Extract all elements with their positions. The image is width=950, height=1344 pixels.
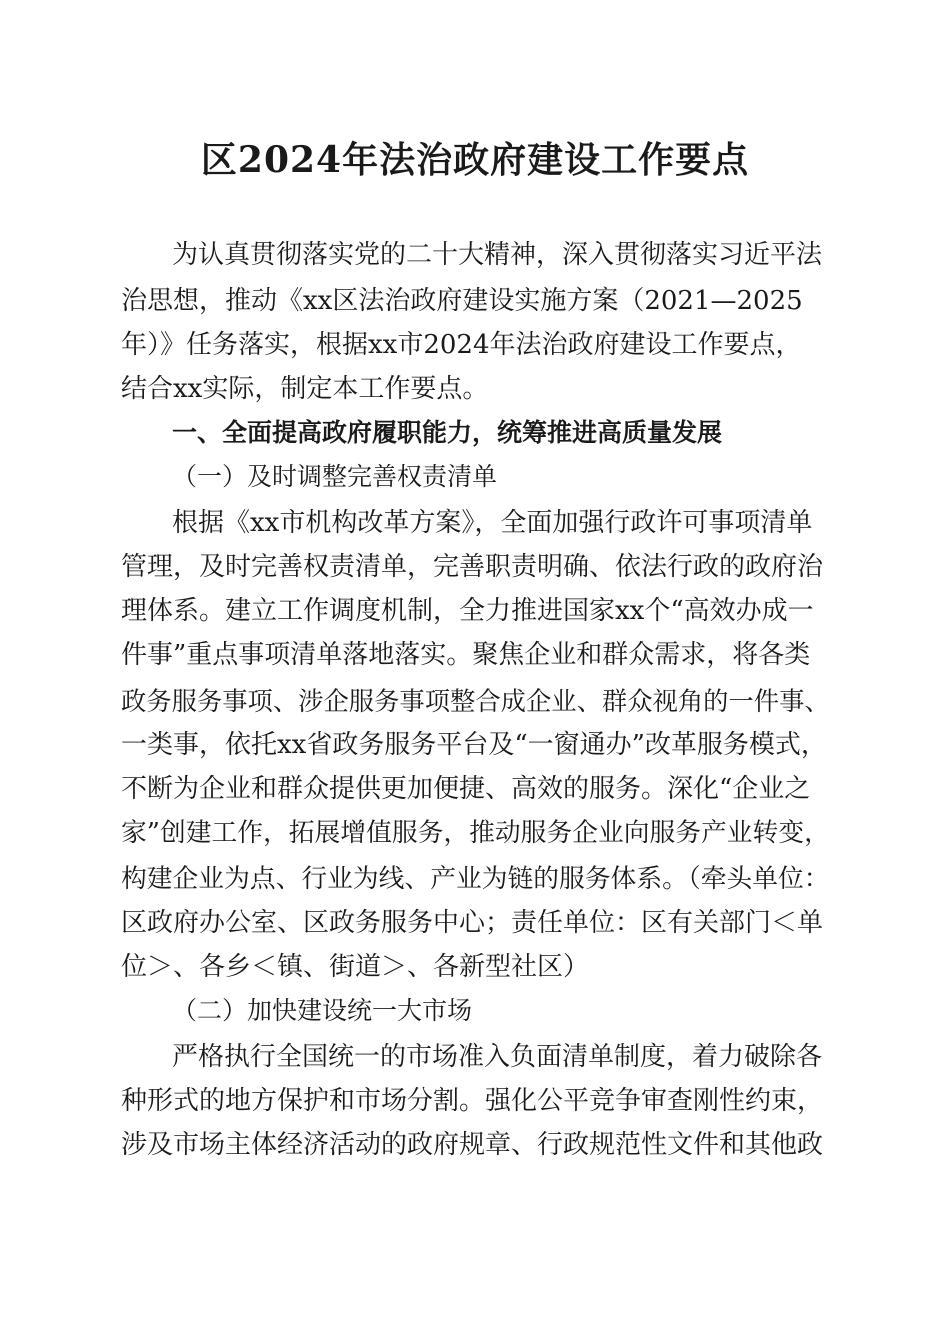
document-title: 区2024年法治政府建设工作要点 [200, 139, 750, 181]
paragraph-line: 严格执行全国统一的市场准入负面清单制度，着力破除各 [172, 1042, 823, 1072]
paragraph-line: 区政府办公室、区政务服务中心；责任单位：区有关部门＜单 [121, 908, 824, 938]
subsection-heading: （二）加快建设统一大市场 [172, 996, 473, 1025]
paragraph-line: 家”创建工作，拓展增值服务，推动服务企业向服务产业转变， [121, 818, 830, 848]
paragraph-line: 位＞、各乡＜镇、街道＞、各新型社区） [121, 952, 590, 982]
intro-line: 结合xx实际，制定本工作要点。 [121, 374, 489, 404]
paragraph-line: 涉及市场主体经济活动的政府规章、行政规范性文件和其他政 [121, 1130, 824, 1160]
intro-line: 年）》任务落实，根据xx市2024年法治政府建设工作要点， [121, 330, 802, 360]
paragraph-line: 件事”重点事项清单落地落实。聚焦企业和群众需求，将各类 [121, 640, 811, 670]
paragraph-line: 种形式的地方保护和市场分割。强化公平竞争审查刚性约束， [121, 1086, 824, 1116]
paragraph-line: 一类事，依托xx省政务服务平台及“一窗通办”改革服务模式， [121, 730, 827, 760]
paragraph-line: 构建企业为点、行业为线、产业为链的服务体系。（牵头单位： [121, 864, 830, 894]
intro-line: 治思想，推动《xx区法治政府建设实施方案（2021—2025 [121, 286, 803, 316]
paragraph-line: 理体系。建立工作调度机制，全力推进国家xx个“高效办成一 [121, 596, 814, 626]
section-heading: 一、全面提高政府履职能力，统筹推进高质量发展 [172, 418, 723, 447]
paragraph-line: 根据《xx市机构改革方案》，全面加强行政许可事项清单 [172, 508, 813, 538]
paragraph-line: 不断为企业和群众提供更加便捷、高效的服务。深化“企业之 [121, 774, 811, 804]
subsection-heading: （一）及时调整完善权责清单 [172, 462, 498, 491]
intro-line: 为认真贯彻落实党的二十大精神，深入贯彻落实习近平法 [172, 240, 823, 270]
paragraph-line: 管理，及时完善权责清单，完善职责明确、依法行政的政府治 [121, 552, 824, 582]
paragraph-line: 政务服务事项、涉企服务事项整合成企业、群众视角的一件事、 [121, 686, 830, 716]
